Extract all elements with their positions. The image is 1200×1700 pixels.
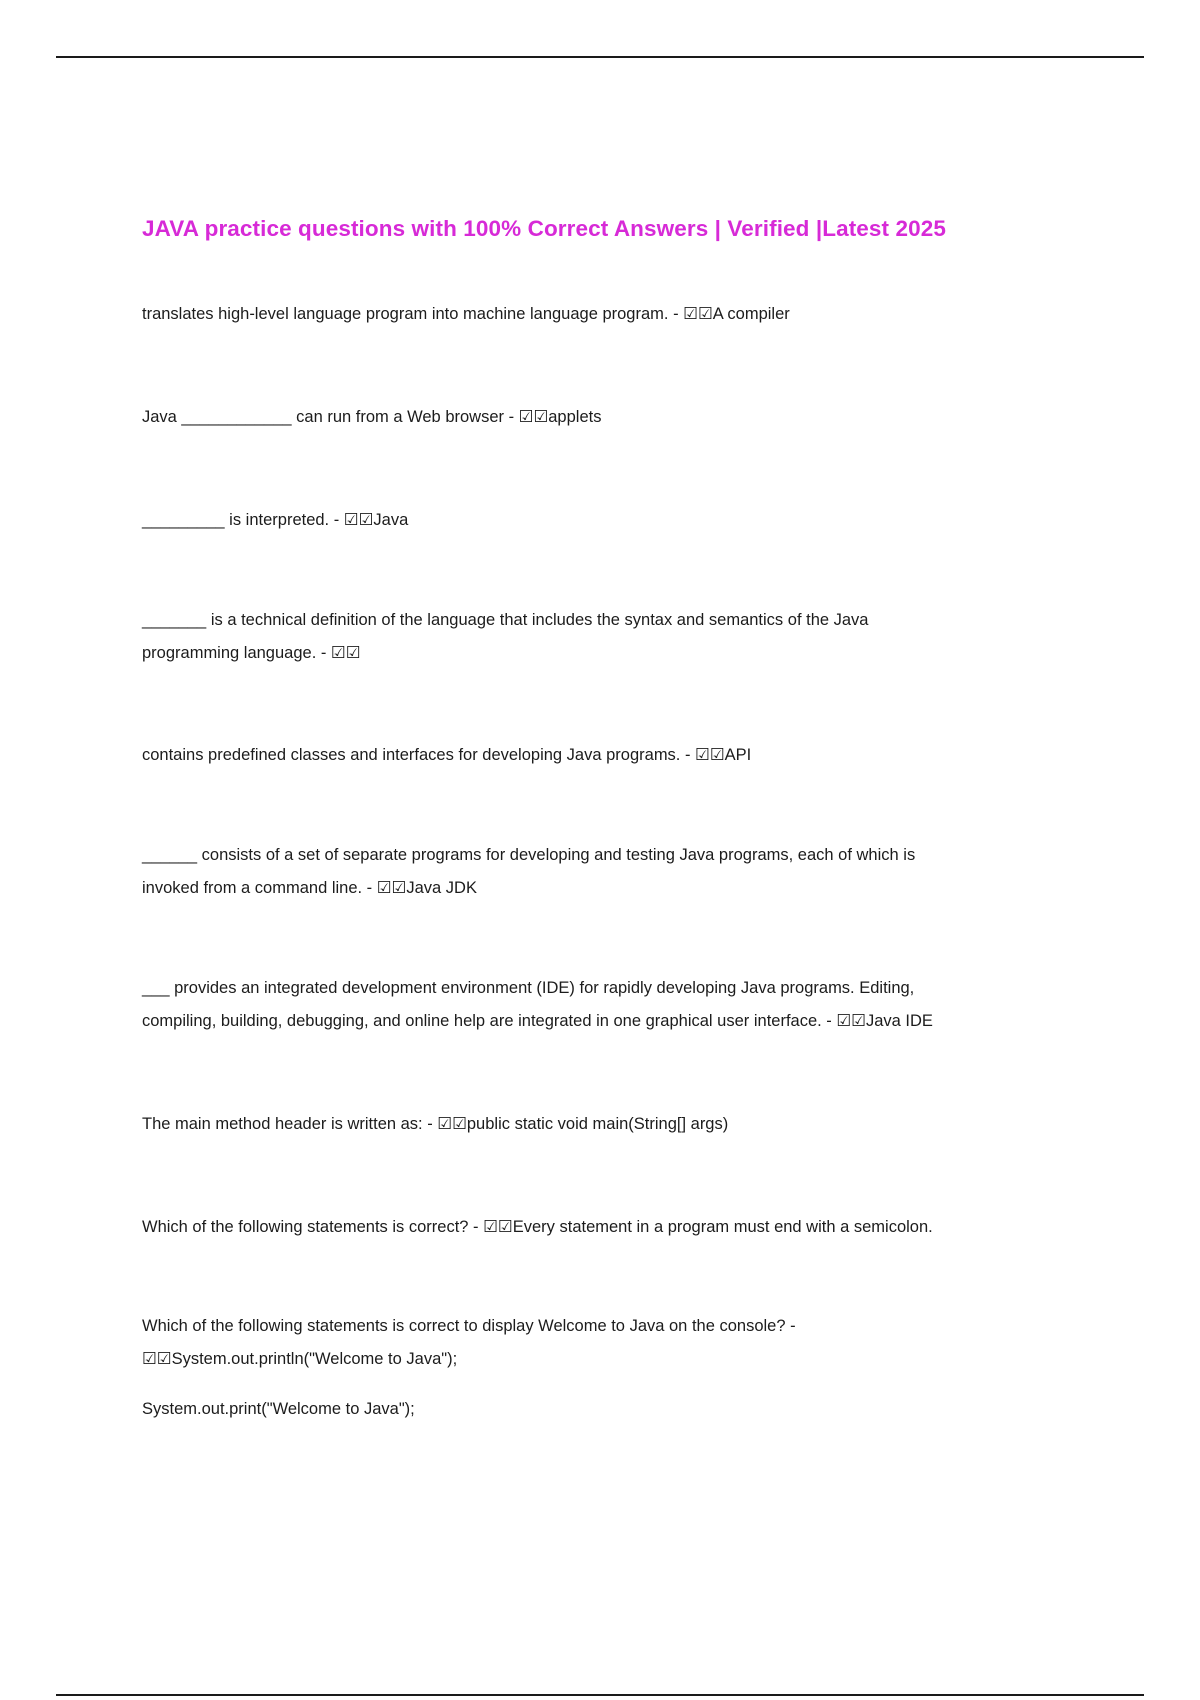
document-title: JAVA practice questions with 100% Correct Answers | Verified |Latest 2025: [142, 216, 946, 241]
qa-item-10: [142, 1310, 1082, 1376]
qa-text: ___ provides an integrated development environment (IDE) for rapidly developing Java programs. Editing,: [142, 979, 915, 997]
qa-item-1: [142, 298, 1082, 331]
qa-text: contains predefined classes and interfaces for developing Java programs. - ☑☑API: [142, 746, 752, 764]
qa-item-6: [142, 839, 1082, 905]
qa-item-4: [142, 604, 1082, 670]
qa-text: _________ is interpreted. - ☑☑Java: [142, 511, 409, 529]
qa-item-5: [142, 739, 1082, 772]
page-bottom-rule: [56, 1694, 1144, 1696]
qa-item-2: [142, 401, 1082, 434]
qa-item-8: [142, 1108, 1082, 1141]
qa-text: System.out.print("Welcome to Java");: [142, 1400, 415, 1418]
qa-item-10-continuation: [142, 1393, 1082, 1426]
qa-text: Java ____________ can run from a Web browser - ☑☑applets: [142, 408, 602, 426]
qa-text: translates high-level language program into machine language program. - ☑☑A compiler: [142, 305, 790, 323]
qa-text: ______ consists of a set of separate programs for developing and testing Java programs, each of which is: [142, 846, 916, 864]
qa-item-3: [142, 504, 1082, 537]
qa-text: Which of the following statements is correct? - ☑☑Every statement in a program must end with a semicolon.: [142, 1218, 933, 1236]
qa-text: Which of the following statements is correct to display Welcome to Java on the console? -: [142, 1317, 796, 1335]
qa-text-continued: compiling, building, debugging, and online help are integrated in one graphical user interface. - ☑☑Java IDE: [142, 1012, 933, 1030]
qa-text: The main method header is written as: - ☑☑public static void main(String[] args): [142, 1115, 729, 1133]
qa-item-7: [142, 972, 1082, 1038]
qa-text-continued: ☑☑System.out.println("Welcome to Java");: [142, 1350, 458, 1368]
qa-text: _______ is a technical definition of the language that includes the syntax and semantics of the Java: [142, 611, 869, 629]
page-top-rule: [56, 56, 1144, 58]
qa-text-continued: invoked from a command line. - ☑☑Java JDK: [142, 879, 477, 897]
qa-text-continued: programming language. - ☑☑: [142, 644, 361, 662]
qa-item-9: [142, 1211, 1082, 1244]
